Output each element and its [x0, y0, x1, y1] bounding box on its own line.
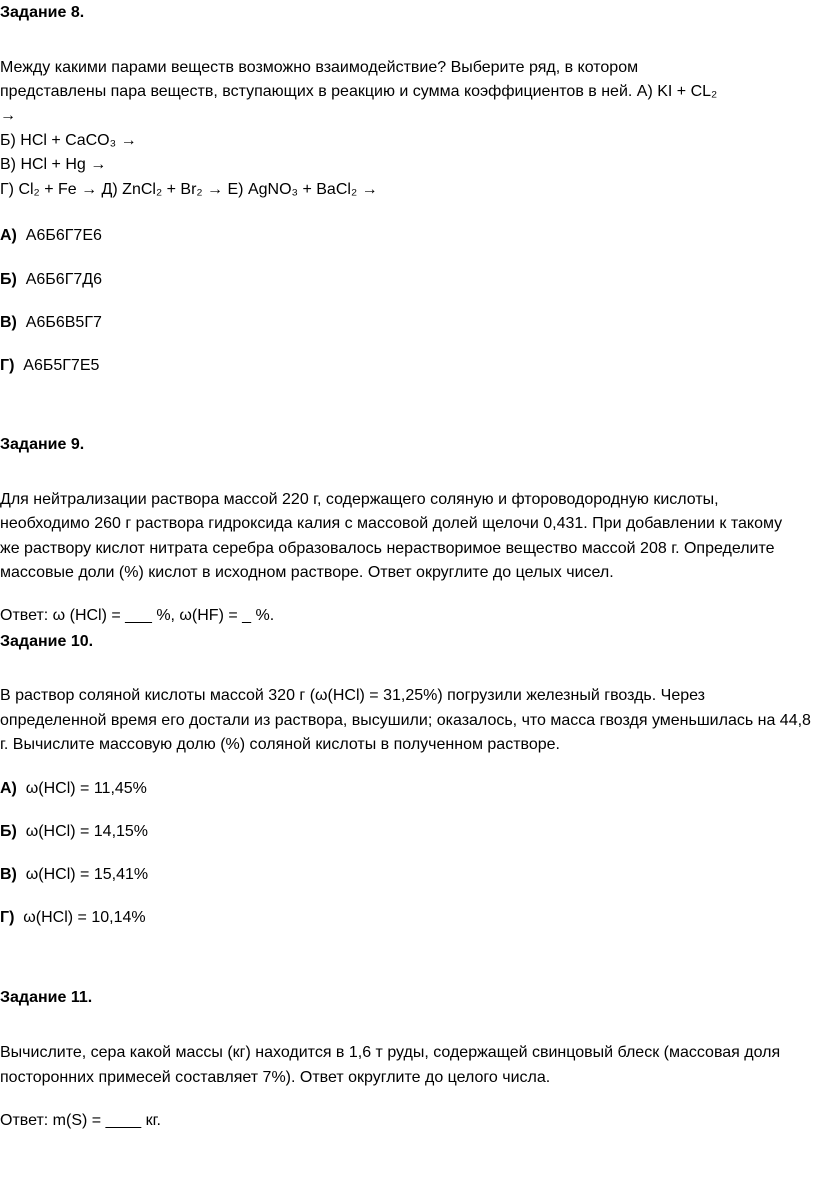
task8-option	[0, 356, 99, 376]
option-letter: Г)	[0, 909, 15, 926]
option-letter: В)	[0, 314, 17, 331]
task8-question-line: →	[0, 107, 16, 124]
task11-heading: Задание 11.	[0, 989, 93, 1006]
option-text: А6Б5Г7Е5	[23, 357, 100, 374]
task9-answer: Ответ: ω (HCl) = ___ %, ω(HF) = _ %.	[0, 607, 275, 624]
option-letter: Б)	[0, 823, 17, 840]
task9-question-line: Для нейтрализации раствора массой 220 г, содержащего соляную и фтороводородную кислоты,	[0, 491, 719, 508]
option-text: А6Б6В5Г7	[25, 314, 102, 331]
option-letter: В)	[0, 866, 17, 883]
task9-question-line: необходимо 260 г раствора гидроксида калия с массовой долей щелочи 0,431. При добавлении к такому	[0, 515, 783, 532]
task10-option	[0, 779, 147, 799]
task10-question-line: В раствор соляной кислоты массой 320 г (ω(HCl) = 31,25%) погрузили железный гвоздь. Через	[0, 687, 705, 704]
task10-option	[0, 908, 146, 928]
option-text: ω(HCl) = 10,14%	[23, 909, 146, 926]
task8-option	[0, 313, 102, 333]
task8-option	[0, 226, 102, 246]
task11-question-line: Вычислите, сера какой массы (кг) находится в 1,6 т руды, содержащей свинцовый блеск (массовая доля	[0, 1044, 781, 1061]
option-text: А6Б6Г7Д6	[25, 271, 102, 288]
task10-heading: Задание 10.	[0, 633, 94, 650]
task11-question-line: посторонних примесей составляет 7%). Ответ округлите до целого числа.	[0, 1069, 551, 1086]
task8-question-line: Между какими парами веществ возможно взаимодействие? Выберите ряд, в котором	[0, 59, 639, 76]
task8-question-line: Б) HCl + CaCO₃ →	[0, 132, 137, 149]
task9-question-line: массовые доли (%) кислот в исходном растворе. Ответ округлите до целых чисел.	[0, 564, 614, 581]
option-text: ω(HCl) = 11,45%	[25, 780, 147, 797]
option-letter: Б)	[0, 271, 17, 288]
task11-answer: Ответ: m(S) = ____ кг.	[0, 1112, 161, 1129]
task9-question-line: же раствору кислот нитрата серебра образовалось нерастворимое вещество массой 208 г. Определите	[0, 540, 775, 557]
option-letter: А)	[0, 780, 17, 797]
task8-question-line: Г) Cl₂ + Fe → Д) ZnCl₂ + Br₂ → Е) AgNO₃ + BaCl₂ →	[0, 181, 378, 198]
option-letter: Г)	[0, 357, 15, 374]
task8-heading: Задание 8.	[0, 4, 85, 21]
task10-question-line: определенной время его достали из раствора, высушили; оказалось, что масса гвоздя уменьшилась на 44,8	[0, 712, 811, 729]
task8-question-line: представлены пара веществ, вступающих в реакцию и сумма коэффициентов в ней. А) KI + CL₂	[0, 83, 718, 100]
task10-option	[0, 865, 148, 885]
task10-option	[0, 822, 148, 842]
option-text: ω(HCl) = 14,15%	[25, 823, 149, 840]
task8-option	[0, 270, 102, 290]
option-letter: А)	[0, 227, 17, 244]
option-text: ω(HCl) = 15,41%	[25, 866, 149, 883]
task8-question-line: В) HCl + Hg →	[0, 156, 107, 173]
option-text: А6Б6Г7Е6	[25, 227, 102, 244]
task10-question-line: г. Вычислите массовую долю (%) соляной кислоты в полученном растворе.	[0, 736, 560, 753]
task9-heading: Задание 9.	[0, 436, 85, 453]
